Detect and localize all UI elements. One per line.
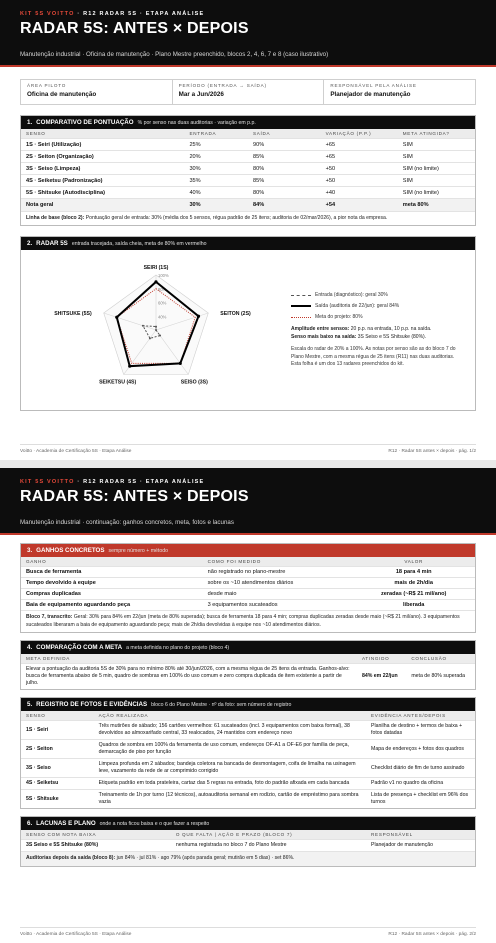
- table-cell: 80%: [248, 163, 321, 175]
- table-cell: Busca de ferramenta: [21, 567, 203, 578]
- table-cell: 85%: [248, 151, 321, 163]
- table-cell: 90%: [248, 139, 321, 151]
- table-cell: +65: [321, 139, 398, 151]
- table-cell: 18 para 4 min: [352, 567, 475, 578]
- section-subtitle: sempre número + método: [108, 548, 169, 554]
- table-cell: SIM: [398, 175, 475, 187]
- amp-label: Amplitude entre sensos:: [291, 326, 350, 333]
- kicker-brand: KIT 5S VOITTO: [20, 479, 75, 485]
- low-value: 3S Seiso e 5S Shitsuke (80%).: [357, 333, 427, 340]
- col-header: META ATINGIDA?: [398, 129, 475, 139]
- radar-point-entrada: [155, 326, 157, 328]
- section-number: 1.: [27, 119, 33, 126]
- table-row: [21, 600, 475, 611]
- table-cell: 25%: [184, 139, 248, 151]
- page-title: RADAR 5S: ANTES × DEPOIS: [20, 488, 249, 505]
- table-cell: 5S · Shitsuke (Autodisciplina): [21, 187, 184, 199]
- section-subtitle: a meta definida no plano do projeto (bloco 4): [126, 645, 230, 652]
- footer-left: Voitto · Academia de Certificação 5S · Etapa Análise: [20, 932, 132, 937]
- table-cell: zeradas (~R$ 21 mil/ano): [352, 589, 475, 600]
- score-table: [21, 129, 475, 211]
- section-header: [21, 237, 475, 250]
- table-row: [21, 187, 475, 199]
- note-label: Auditorias depois da saída (bloco 8):: [26, 855, 116, 862]
- table-cell: 4S · Seiketsu: [21, 778, 94, 790]
- section-title: RADAR 5S: [36, 240, 68, 248]
- kicker-rest: · R12 RADAR 5S · ETAPA ANÁLISE: [77, 11, 205, 17]
- meta-period: [173, 80, 325, 104]
- col-header: RESPONSÁVEL: [366, 830, 475, 840]
- radar-scale-label: 100%: [158, 273, 169, 279]
- footer-left: Voitto · Academia de Certificação 5S · Etapa Análise: [20, 449, 132, 454]
- radar-axis-label: SEISO (3S): [180, 379, 208, 386]
- table-row: [21, 840, 475, 852]
- table-cell: +40: [321, 187, 398, 199]
- meta-value: Planejador de manutenção: [330, 91, 411, 98]
- col-header: GANHO: [21, 557, 203, 567]
- legend-label: Meta do projeto: 80%: [315, 314, 363, 321]
- table-row: [21, 664, 475, 690]
- table-row: [21, 790, 475, 809]
- table-row: [21, 151, 475, 163]
- legend-entry-meta: [291, 314, 461, 320]
- meta-responsible: [324, 80, 475, 104]
- table-header-row: [21, 557, 475, 567]
- table-cell: 30%: [184, 199, 248, 211]
- col-header: SAÍDA: [248, 129, 321, 139]
- table-cell: liberada: [352, 600, 475, 611]
- table-cell: 84%: [248, 199, 321, 211]
- radar-point-saida: [115, 316, 118, 319]
- section-gains: [20, 543, 476, 633]
- footer-right: R12 · Radar 5S antes × depois · pág. 1/2: [388, 449, 476, 454]
- scale-note: Escala do radar de 20% a 100%. As notas por senso são as do bloco 7 do Plano Mestre, com a mesma régua de 25 itens (R11) nas duas auditorias. Esta folha é um dos 13 radares preenchidos do kit.: [291, 346, 456, 368]
- page-subtitle: Manutenção industrial · continuação: ganhos concretos, meta, fotos e lacunas: [20, 519, 234, 526]
- note-text: Geral: 30% para 84% em 22/jun (meta de 80% superada); busca de ferramenta 18 para 4 min; compras duplicadas zeradas desde maio (~R$ 21 mil/ano). 3 equipamentos sucateados liberaram a baia de equipamento aguardando peça; mais de 2h/dia devolvidas à equipe nos ~10 atendimentos diários.: [26, 614, 460, 628]
- footer: [20, 444, 476, 454]
- accent-divider: [0, 533, 496, 535]
- kicker: [20, 11, 476, 17]
- table-header-row: [21, 654, 475, 664]
- table-row: [21, 778, 475, 790]
- table-cell: Compras duplicadas: [21, 589, 203, 600]
- radar-scale-label: 80%: [158, 286, 167, 292]
- table-cell: Treinamento de 1h por turno (12 técnicos), autoauditoria semanal em rodízio, cartão de empréstimo para sombra vazia: [94, 790, 366, 809]
- note-label: Linha de base (bloco 2):: [26, 214, 85, 221]
- table-cell: Lista de presença + checklist em 96% dos turnos: [366, 790, 475, 809]
- table-cell: +50: [321, 163, 398, 175]
- radar-point-saida: [179, 362, 182, 365]
- col-header: EVIDÊNCIA ANTES/DEPOIS: [366, 711, 475, 721]
- header-band: [0, 0, 496, 58]
- legend-swatch: [291, 305, 311, 307]
- table-cell: Checklist diário de fim de turno assinado: [366, 759, 475, 778]
- meta-label: RESPONSÁVEL PELA ANÁLISE: [330, 83, 417, 88]
- radar-axis-label: SEIKETSU (4S): [99, 379, 137, 386]
- col-header: VALOR: [352, 557, 475, 567]
- radar-point-entrada: [142, 325, 144, 327]
- note-text: jun 84% · jul 81% · ago 79% (após parada geral; mutirão em 5 dias) · set 86%.: [116, 855, 295, 862]
- table-cell: Nota geral: [21, 199, 184, 211]
- table-cell: 40%: [184, 187, 248, 199]
- meta-box: [20, 79, 476, 105]
- table-cell: nenhuma registrada no bloco 7 do Plano Mestre: [171, 840, 366, 852]
- radar-chart: [21, 250, 291, 410]
- table-cell: Planilha de destino + termos de baixa + fotos datadas: [366, 721, 475, 740]
- legend-swatch: [291, 295, 311, 296]
- table-cell: não registrado no plano-mestre: [203, 567, 353, 578]
- section-header: [21, 544, 475, 557]
- goal-achieved: 84% em 22/jun: [357, 664, 406, 690]
- meta-value: Oficina de manutenção: [27, 91, 97, 98]
- meta-area: [21, 80, 173, 104]
- legend-entry-entrada: [291, 292, 461, 298]
- legend-label: Entrada (diagnóstico): geral 30%: [315, 292, 388, 299]
- table-cell: meta 80%: [398, 199, 475, 211]
- lowest-text: [291, 334, 461, 342]
- gains-table: [21, 557, 475, 610]
- section-number: 4.: [27, 644, 33, 652]
- table-cell: SIM: [398, 151, 475, 163]
- meta-label: PERÍODO (ENTRADA → SAÍDA): [178, 83, 267, 88]
- section-gaps-plan: [20, 816, 476, 867]
- baseline-note: [21, 211, 475, 226]
- section-goal-comparison: [20, 640, 476, 690]
- page-2: [0, 468, 496, 943]
- table-cell: 20%: [184, 151, 248, 163]
- section-header: [21, 817, 475, 830]
- col-header: ENTRADA: [184, 129, 248, 139]
- table-cell: +54: [321, 199, 398, 211]
- evidence-table: [21, 711, 475, 808]
- meta-label: ÁREA PILOTO: [27, 83, 67, 88]
- col-header: CONCLUSÃO: [406, 654, 475, 664]
- table-row: [21, 139, 475, 151]
- col-header: SENSO: [21, 129, 184, 139]
- gaps-table: [21, 830, 475, 851]
- table-header-row: [21, 711, 475, 721]
- table-cell: Tempo devolvido à equipe: [21, 578, 203, 589]
- radar-scale-label: 60%: [158, 300, 167, 306]
- table-row: [21, 740, 475, 759]
- table-cell: 2S · Seiton (Organização): [21, 151, 184, 163]
- table-cell: 4S · Seiketsu (Padronização): [21, 175, 184, 187]
- table-cell: mais de 2h/dia: [352, 578, 475, 589]
- goal-conclusion: meta de 80% superada: [406, 664, 475, 690]
- col-header: SENSO COM NOTA BAIXA: [21, 830, 171, 840]
- table-cell: Quadros de sombra em 100% da ferramenta de uso comum, endereços OF-A1 a OF-E6 por família de peça, demarcação de piso por função: [94, 740, 366, 759]
- radar-point-saida: [154, 280, 157, 283]
- section-subtitle: % por senso nas duas auditorias · variação em p.p.: [137, 120, 256, 126]
- kicker-rest: · R12 RADAR 5S · ETAPA ANÁLISE: [77, 479, 205, 485]
- table-cell: 1S · Seiri: [21, 721, 94, 740]
- section-header: [21, 116, 475, 129]
- section-title: COMPARAÇÃO COM A META: [36, 644, 123, 652]
- section-number: 5.: [27, 701, 33, 709]
- col-header: ATINGIDO: [357, 654, 406, 664]
- radar-legend: [291, 250, 461, 410]
- table-cell: 35%: [184, 175, 248, 187]
- table-row: [21, 578, 475, 589]
- table-cell: +65: [321, 151, 398, 163]
- kicker-brand: KIT 5S VOITTO: [20, 11, 75, 17]
- table-cell: sobre os ~10 atendimentos diários: [203, 578, 353, 589]
- table-cell: 1S · Seiri (Utilização): [21, 139, 184, 151]
- table-cell: 30%: [184, 163, 248, 175]
- table-row: [21, 589, 475, 600]
- table-cell: SIM (no limite): [398, 187, 475, 199]
- table-header-row: [21, 129, 475, 139]
- page-subtitle: Manutenção industrial · Oficina de manutenção · Plano Mestre preenchido, blocos 2, 4, 6, 7 e 8 (caso ilustrativo): [20, 51, 329, 58]
- table-cell: 80%: [248, 187, 321, 199]
- radar-axis-label: SEITON (2S): [220, 311, 251, 318]
- radar-point-saida: [197, 315, 200, 318]
- kicker: [20, 479, 476, 485]
- amplitude-text: [291, 326, 461, 334]
- page-1: [0, 0, 496, 460]
- legend-swatch: [291, 317, 311, 318]
- meta-value: Mar a Jun/2026: [178, 91, 224, 98]
- radar-scale-label: 40%: [158, 314, 167, 320]
- table-cell: desde maio: [203, 589, 353, 600]
- section-title: COMPARATIVO DE PONTUAÇÃO: [36, 119, 134, 126]
- section-title: REGISTRO DE FOTOS E EVIDÊNCIAS: [36, 701, 148, 709]
- total-row: [21, 199, 475, 211]
- section-title: LACUNAS E PLANO: [36, 820, 96, 828]
- page-title: RADAR 5S: ANTES × DEPOIS: [20, 20, 249, 37]
- post-audits-note: [21, 851, 475, 866]
- table-cell: Baia de equipamento aguardando peça: [21, 600, 203, 611]
- accent-divider: [0, 65, 496, 67]
- table-row: [21, 721, 475, 740]
- radar-point-saida: [128, 365, 131, 368]
- section-title: GANHOS CONCRETOS: [36, 547, 105, 554]
- section-number: 2.: [27, 240, 33, 248]
- header-band: [0, 468, 496, 526]
- block7-note: [21, 610, 475, 632]
- table-row: [21, 567, 475, 578]
- radar-area: [21, 250, 475, 410]
- col-header: O QUE FALTA | AÇÃO E PRAZO (BLOCO 7): [171, 830, 366, 840]
- section-subtitle: onde a nota ficou baixa e o que fazer a respeito: [99, 821, 210, 828]
- section-photo-evidence: [20, 697, 476, 809]
- footer-right: R12 · Radar 5S antes × depois · pág. 2/2: [388, 932, 476, 937]
- table-cell: SIM: [398, 139, 475, 151]
- section-number: 6.: [27, 820, 33, 828]
- table-cell: SIM (no limite): [398, 163, 475, 175]
- low-label: Senso mais baixo na saída:: [291, 333, 357, 340]
- col-header: SENSO: [21, 711, 94, 721]
- legend-label: Saída (auditoria de 22/jun): geral 84%: [315, 303, 400, 310]
- table-cell: Limpeza profunda em 2 sábados; bandeja coletora na bancada de desmontagem, coifa de limalha na usinagem leve, vazamento da rede de ar comprimido corrigido: [94, 759, 366, 778]
- table-cell: 3 equipamentos sucateados: [203, 600, 353, 611]
- goal-table: [21, 654, 475, 689]
- section-score-comparison: [20, 115, 476, 226]
- table-row: [21, 175, 475, 187]
- table-row: [21, 759, 475, 778]
- table-cell: 3S · Seiso: [21, 759, 94, 778]
- note-text: Pontuação geral de entrada: 30% (média dos 5 sensos, régua padrão de 25 itens; auditoria de 02/mar/2026), a pior nota da empresa.: [85, 214, 388, 221]
- section-number: 3.: [27, 547, 33, 554]
- radar-point-entrada: [155, 329, 157, 331]
- section-header: [21, 641, 475, 654]
- col-header: AÇÃO REALIZADA: [94, 711, 366, 721]
- section-subtitle: entrada tracejada, saída cheia, meta de 80% em vermelho: [71, 241, 207, 248]
- table-cell: 3S Seiso e 5S Shitsuke (80%): [21, 840, 171, 852]
- amp-value: 20 p.p. na entrada, 10 p.p. na saída.: [350, 326, 432, 333]
- table-cell: Três mutirões de sábado; 156 cartões vermelhos: 61 sucateados (incl. 3 equipamentos com baixa formal), 38 devolvidos ao almoxarifado central, 33 realocados, 24 mantidos com endereço novo: [94, 721, 366, 740]
- radar-point-entrada: [159, 335, 161, 337]
- col-header: COMO FOI MEDIDO: [203, 557, 353, 567]
- goal-definition: Elevar a pontuação da auditoria 5S de 30% para no mínimo 80% até 30/jun/2026, com a mesma régua de 25 itens da entrada. Ganhos-alvo: busca de ferramenta abaixo de 5 min, quadro de sombras em 100% do uso comum e zero compra duplicada de item existente a partir de julho.: [21, 664, 357, 690]
- note-label: Bloco 7, transcrito:: [26, 614, 73, 620]
- legend-entry-saida: [291, 303, 461, 309]
- table-cell: Planejador de manutenção: [366, 840, 475, 852]
- section-radar: [20, 236, 476, 411]
- table-row: [21, 163, 475, 175]
- table-cell: 2S · Seiton: [21, 740, 94, 759]
- table-cell: Mapa de endereços + fotos dos quadros: [366, 740, 475, 759]
- table-cell: 3S · Seiso (Limpeza): [21, 163, 184, 175]
- radar-axis-label: SEIRI (1S): [143, 265, 169, 272]
- col-header: META DEFINIDA: [21, 654, 357, 664]
- col-header: VARIAÇÃO (P.P.): [321, 129, 398, 139]
- section-subtitle: bloco 6 do Plano Mestre · nº da foto: sem número de registro: [151, 702, 292, 709]
- table-cell: 5S · Shitsuke: [21, 790, 94, 809]
- table-cell: +50: [321, 175, 398, 187]
- radar-point-entrada: [149, 337, 151, 339]
- table-cell: Padrão v1 no quadro da oficina: [366, 778, 475, 790]
- radar-axis-label: SHITSUKE (5S): [54, 311, 92, 318]
- section-header: [21, 698, 475, 711]
- table-cell: 85%: [248, 175, 321, 187]
- table-header-row: [21, 830, 475, 840]
- table-cell: Etiqueta padrão em toda prateleira, cartaz das 5 regras na entrada, foto do padrão afixada em cada bancada: [94, 778, 366, 790]
- footer: [20, 927, 476, 937]
